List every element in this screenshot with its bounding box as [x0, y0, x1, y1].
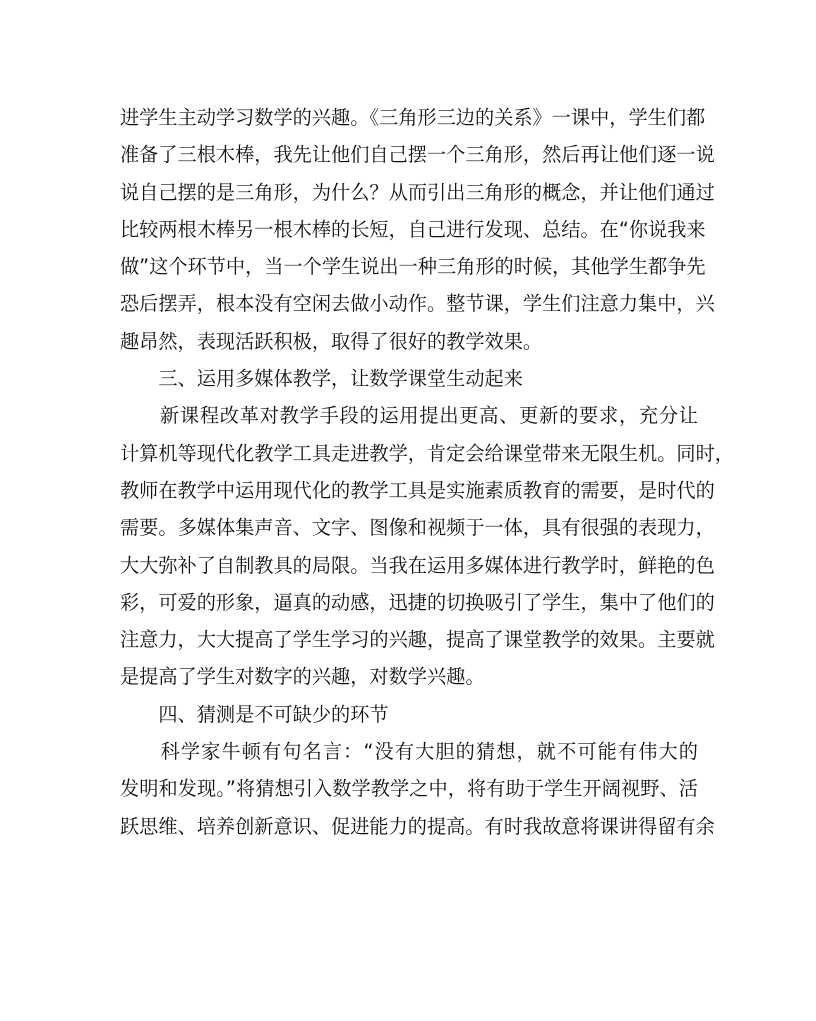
text-line: 跃思维、培养创新意识、促进能力的提高。有时我故意将课讲得留有余 [120, 814, 715, 838]
text-line: 需要。多媒体集声音、文字、图像和视频于一体，具有很强的表现力， [120, 516, 715, 540]
text-line: 说自己摆的是三角形，为什么？从而引出三角形的概念，并让他们通过 [120, 180, 715, 204]
text-line: 彩，可爱的形象，逼真的动感，迅捷的切换吸引了学生，集中了他们的 [120, 590, 715, 614]
text-line: 教师在教学中运用现代化的教学工具是实施素质教育的需要，是时代的 [120, 478, 715, 502]
text-line: 科学家牛顿有句名言：“没有大胆的猜想，就不可能有伟大的 [120, 740, 698, 764]
text-line: 注意力，大大提高了学生学习的兴趣，提高了课堂教学的效果。主要就 [120, 628, 715, 652]
text-line: 准备了三根木棒，我先让他们自己摆一个三角形，然后再让他们逐一说 [120, 143, 715, 167]
text-line: 发明和发现。”将猜想引入数学教学之中，将有助于学生开阔视野、活 [120, 777, 698, 801]
text-line: 趣昂然，表现活跃积极，取得了很好的教学效果。 [120, 329, 543, 353]
body-text [120, 99, 734, 845]
section-heading: 三、运用多媒体教学，让数学课堂生动起来 [120, 367, 523, 391]
text-line: 恐后摆弄，根本没有空闲去做小动作。整节课，学生们注意力集中，兴 [120, 292, 715, 316]
text-line: 比较两根木棒另一根木棒的长短，自己进行发现、总结。在“你说我来 [120, 217, 706, 241]
section-heading: 四、猜测是不可缺少的环节 [120, 702, 389, 726]
text-line: 做”这个环节中，当一个学生说出一种三角形的时候，其他学生都争先 [120, 255, 706, 279]
text-line: 进学生主动学习数学的兴趣。《三角形三边的关系》一课中，学生们都 [120, 106, 706, 129]
text-line: 新课程改革对教学手段的运用提出更高、更新的要求，充分让 [120, 404, 698, 428]
text-line: 大大弥补了自制教具的局限。当我在运用多媒体进行教学时，鲜艳的色 [120, 553, 715, 577]
text-line: 是提高了学生对数字的兴趣，对数学兴趣。 [120, 665, 485, 689]
text-line: 计算机等现代化教学工具走进教学，肯定会给课堂带来无限生机。同时， [120, 441, 734, 465]
